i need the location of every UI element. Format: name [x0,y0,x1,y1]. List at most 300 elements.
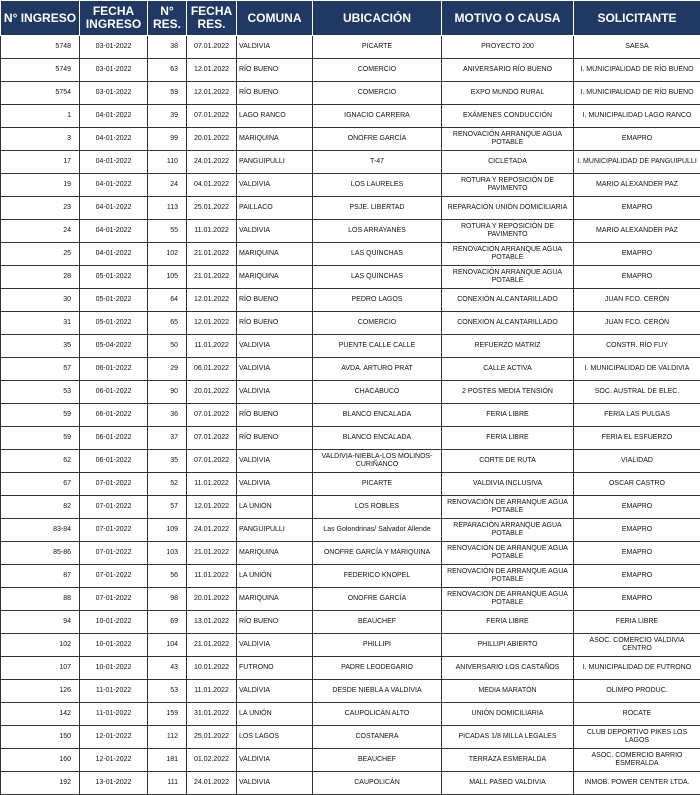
cell-fecha-res: 20.01.2022 [187,128,237,151]
cell-n-res: 69 [148,611,187,634]
cell-n-res: 53 [148,680,187,703]
table-row [1,358,700,381]
cell-solicitante: OSCAR CASTRO [574,473,700,496]
cell-comuna: VALDIVIA [237,174,313,197]
cell-fecha-res: 12.01.2022 [187,289,237,312]
cell-n-ingreso: 23 [1,197,80,220]
cell-solicitante: I. MUNICIPALIDAD LAGO RANCO [574,105,700,128]
cell-motivo: RENOVACIÓN DE ARRANQUE AGUA POTABLE [442,542,574,565]
cell-fecha-ingreso: 06-01-2022 [80,427,148,450]
cell-motivo: ROTURA Y REPOSICIÓN DE PAVIMENTO [442,220,574,243]
cell-n-ingreso: 62 [1,450,80,473]
cell-n-res: 64 [148,289,187,312]
cell-motivo: REPARACIÓN ARRANQUE AGUA POTABLE [442,519,574,542]
cell-ubicacion: BLANCO ENCALADA [313,404,442,427]
cell-fecha-res: 12.01.2022 [187,59,237,82]
cell-comuna: RÍO BUENO [237,611,313,634]
cell-n-res: 98 [148,588,187,611]
cell-fecha-ingreso: 07-01-2022 [80,473,148,496]
cell-n-res: 110 [148,151,187,174]
cell-fecha-res: 21.01.2022 [187,266,237,289]
cell-motivo: FERIA LIBRE [442,611,574,634]
table-row [1,703,700,726]
cell-solicitante: FERIA EL ESFUERZO [574,427,700,450]
cell-fecha-res: 20.01.2022 [187,381,237,404]
cell-fecha-res: 25.01.2022 [187,197,237,220]
cell-solicitante: ASOC. COMERCIO BARRIO ESMERALDA [574,749,700,772]
cell-fecha-res: 12.01.2022 [187,496,237,519]
cell-comuna: RÍO BUENO [237,289,313,312]
cell-ubicacion: PUENTE CALLE CALLE [313,335,442,358]
cell-ubicacion: LOS ARRAYANES [313,220,442,243]
cell-n-ingreso: 94 [1,611,80,634]
cell-n-ingreso: 107 [1,657,80,680]
cell-comuna: RÍO BUENO [237,59,313,82]
cell-ubicacion: COSTANERA [313,726,442,749]
cell-n-ingreso: 17 [1,151,80,174]
cell-n-ingreso: 85-86 [1,542,80,565]
cell-comuna: VALDIVIA [237,680,313,703]
cell-ubicacion: BEAUCHEF [313,611,442,634]
cell-solicitante: EMAPRO [574,588,700,611]
cell-solicitante: SAESA [574,36,700,59]
cell-fecha-ingreso: 03-01-2022 [80,36,148,59]
cell-n-ingreso: 25 [1,243,80,266]
cell-motivo: ANIVERSARIO RÍO BUENO [442,59,574,82]
cell-motivo: PICADAS 1/8 MILLA LEGALES [442,726,574,749]
cell-n-ingreso: 30 [1,289,80,312]
cell-solicitante: OLIMPO PRODUC. [574,680,700,703]
cell-motivo: CONEXIÓN ALCANTARILLADO [442,289,574,312]
cell-ubicacion: T-47 [313,151,442,174]
cell-ubicacion: COMERCIO [313,312,442,335]
cell-fecha-res: 12.01.2022 [187,82,237,105]
cell-fecha-res: 12.01.2022 [187,312,237,335]
table-row [1,496,700,519]
cell-n-ingreso: 87 [1,565,80,588]
cell-motivo: CORTE DE RUTA [442,450,574,473]
cell-fecha-ingreso: 06-01-2022 [80,404,148,427]
table-row [1,473,700,496]
table-row [1,59,700,82]
cell-n-ingreso: 24 [1,220,80,243]
cell-fecha-ingreso: 05-04-2022 [80,335,148,358]
cell-n-res: 99 [148,128,187,151]
cell-comuna: RÍO BUENO [237,404,313,427]
cell-n-ingreso: 150 [1,726,80,749]
cell-fecha-ingreso: 07-01-2022 [80,588,148,611]
cell-comuna: MARIQUINA [237,542,313,565]
cell-solicitante: EMAPRO [574,128,700,151]
cell-ubicacion: CAUPOLICÁN ALTO [313,703,442,726]
cell-fecha-res: 11.01.2022 [187,565,237,588]
header-ubicacion: UBICACIÓN [313,1,442,36]
cell-ubicacion: BLANCO ENCALADA [313,427,442,450]
header-fecha-ingreso: FECHA INGRESO [80,1,148,36]
cell-motivo: ANIVERSARIO LOS CASTAÑOS [442,657,574,680]
cell-fecha-res: 24.01.2022 [187,772,237,795]
cell-fecha-ingreso: 10-01-2022 [80,611,148,634]
cell-n-ingreso: 5748 [1,36,80,59]
cell-solicitante: CLUB DEPORTIVO PIKES LOS LAGOS [574,726,700,749]
cell-fecha-ingreso: 11-01-2022 [80,680,148,703]
cell-motivo: RENOVACIÓN ARRANQUE AGUA POTABLE [442,128,574,151]
cell-fecha-res: 11.01.2022 [187,335,237,358]
cell-n-ingreso: 35 [1,335,80,358]
table-row [1,312,700,335]
cell-solicitante: INMOB. POWER CENTER LTDA. [574,772,700,795]
cell-n-res: 39 [148,105,187,128]
cell-motivo: PHILLIPI ABIERTO [442,634,574,657]
cell-n-ingreso: 59 [1,404,80,427]
table-row [1,197,700,220]
cell-motivo: 2 POSTES MEDIA TENSIÓN [442,381,574,404]
cell-solicitante: I. MUNICIPALIDAD DE VALDIVIA [574,358,700,381]
cell-comuna: RÍO BUENO [237,82,313,105]
cell-comuna: LA UNIÓN [237,496,313,519]
cell-n-ingreso: 28 [1,266,80,289]
cell-solicitante: I. MUNICIPALIDAD DE PANGUIPULLI [574,151,700,174]
cell-comuna: VALDIVIA [237,36,313,59]
cell-fecha-ingreso: 05-01-2022 [80,312,148,335]
cell-motivo: FERIA LIBRE [442,427,574,450]
cell-ubicacion: LOS LAURELES [313,174,442,197]
cell-solicitante: JUAN FCO. CERÓN [574,289,700,312]
cell-fecha-res: 21.01.2022 [187,634,237,657]
cell-fecha-res: 21.01.2022 [187,542,237,565]
cell-fecha-ingreso: 13-01-2022 [80,772,148,795]
cell-fecha-ingreso: 07-01-2022 [80,496,148,519]
cell-fecha-ingreso: 07-01-2022 [80,542,148,565]
cell-ubicacion: LAS QUINCHAS [313,243,442,266]
cell-ubicacion: LOS ROBLES [313,496,442,519]
cell-fecha-res: 25.01.2022 [187,726,237,749]
cell-solicitante: VIALIDAD [574,450,700,473]
cell-ubicacion: ONOFRE GARCÍA [313,128,442,151]
cell-ubicacion: COMERCIO [313,82,442,105]
table-row [1,680,700,703]
table-row [1,404,700,427]
table-row [1,82,700,105]
cell-motivo: CALLE ACTIVA [442,358,574,381]
cell-solicitante: I. MUNICIPALIDAD DE FUTRONO [574,657,700,680]
cell-solicitante: I. MUNICIPALIDAD DE RÍO BUENO [574,59,700,82]
table-row [1,427,700,450]
cell-n-res: 24 [148,174,187,197]
table-row [1,266,700,289]
cell-n-ingreso: 5749 [1,59,80,82]
cell-solicitante: EMAPRO [574,565,700,588]
cell-comuna: VALDIVIA [237,749,313,772]
table-row [1,519,700,542]
cell-n-ingreso: 31 [1,312,80,335]
table-row [1,128,700,151]
cell-motivo: FERIA LIBRE [442,404,574,427]
cell-fecha-ingreso: 05-01-2022 [80,266,148,289]
cell-fecha-ingreso: 04-01-2022 [80,220,148,243]
cell-comuna: LA UNIÓN [237,703,313,726]
cell-comuna: VALDIVIA [237,381,313,404]
table-row [1,174,700,197]
cell-n-res: 181 [148,749,187,772]
cell-fecha-ingreso: 04-01-2022 [80,128,148,151]
cell-comuna: VALDIVIA [237,358,313,381]
cell-fecha-res: 07.01.2022 [187,427,237,450]
cell-solicitante: EMAPRO [574,519,700,542]
cell-motivo: CONEXIÓN ALCANTARILLADO [442,312,574,335]
cell-fecha-res: 31.01.2022 [187,703,237,726]
cell-fecha-ingreso: 04-01-2022 [80,243,148,266]
cell-n-res: 103 [148,542,187,565]
cell-ubicacion: PEDRO LAGOS [313,289,442,312]
cell-solicitante: SOC. AUSTRAL DE ELEC. [574,381,700,404]
cell-n-ingreso: 53 [1,381,80,404]
cell-n-ingreso: 3 [1,128,80,151]
cell-fecha-res: 07.01.2022 [187,404,237,427]
cell-comuna: VALDIVIA [237,450,313,473]
table-row [1,634,700,657]
cell-solicitante: CONSTR. RÍO FUY [574,335,700,358]
cell-fecha-ingreso: 07-01-2022 [80,519,148,542]
cell-fecha-res: 24.01.2022 [187,151,237,174]
cell-fecha-ingreso: 12-01-2022 [80,749,148,772]
cell-n-ingreso: 142 [1,703,80,726]
cell-solicitante: MARIO ALEXANDER PAZ [574,174,700,197]
cell-fecha-res: 01.02.2022 [187,749,237,772]
cell-ubicacion: CAUPOLICÁN [313,772,442,795]
cell-ubicacion: ONOFRE GARCÍA Y MARIQUINA [313,542,442,565]
cell-motivo: MALL PASEO VALDIVIA [442,772,574,795]
cell-n-res: 63 [148,59,187,82]
table-row [1,105,700,128]
table-row [1,542,700,565]
cell-n-res: 65 [148,312,187,335]
cell-n-ingreso: 19 [1,174,80,197]
cell-solicitante: FERIA LAS PULGAS [574,404,700,427]
cell-comuna: PANGUIPULLI [237,151,313,174]
cell-ubicacion: LAS QUINCHAS [313,266,442,289]
cell-motivo: EXÁMENES CONDUCCIÓN [442,105,574,128]
cell-solicitante: ASOC. COMERCIO VALDIVIA CENTRO [574,634,700,657]
cell-motivo: RENOVACIÓN DE ARRANQUE AGUA POTABLE [442,496,574,519]
table-row [1,749,700,772]
cell-fecha-res: 07.01.2022 [187,105,237,128]
cell-n-res: 90 [148,381,187,404]
cell-comuna: MARIQUINA [237,243,313,266]
cell-motivo: RENOVACIÓN ARRANQUE AGUA POTABLE [442,266,574,289]
cell-n-ingreso: 67 [1,473,80,496]
cell-motivo: VALDIVIA INCLUSIVA [442,473,574,496]
cell-n-res: 37 [148,427,187,450]
cell-fecha-res: 07.01.2022 [187,36,237,59]
cell-ubicacion: FEDERICO KNOPEL [313,565,442,588]
cell-solicitante: I. MUNICIPALIDAD DE RÍO BUENO [574,82,700,105]
cell-solicitante: MARIO ALEXANDER PAZ [574,220,700,243]
table-row [1,565,700,588]
cell-fecha-ingreso: 06-01-2022 [80,358,148,381]
cell-n-res: 50 [148,335,187,358]
cell-fecha-res: 07.01.2022 [187,450,237,473]
cell-ubicacion: PSJE. LIBERTAD [313,197,442,220]
cell-n-ingreso: 5754 [1,82,80,105]
cell-n-res: 52 [148,473,187,496]
header-n-res: N° RES. [148,1,187,36]
cell-ubicacion: PADRE LEODEGARIO [313,657,442,680]
cell-comuna: VALDIVIA [237,335,313,358]
table-row [1,243,700,266]
cell-n-res: 105 [148,266,187,289]
cell-solicitante: EMAPRO [574,266,700,289]
cell-fecha-ingreso: 10-01-2022 [80,634,148,657]
cell-comuna: VALDIVIA [237,772,313,795]
table-row [1,220,700,243]
cell-comuna: VALDIVIA [237,634,313,657]
cell-n-res: 113 [148,197,187,220]
cell-ubicacion: DESDE NIEBLA A VALDIVIA [313,680,442,703]
cell-fecha-res: 13.01.2022 [187,611,237,634]
cell-motivo: RENOVACIÓN ARRANQUE AGUA POTABLE [442,243,574,266]
cell-comuna: LA UNIÓN [237,565,313,588]
cell-n-res: 112 [148,726,187,749]
table-row [1,36,700,59]
cell-motivo: RENOVACIÓN DE ARRANQUE AGUA POTABLE [442,565,574,588]
cell-ubicacion: ONOFRE GARCÍA [313,588,442,611]
cell-comuna: RÍO BUENO [237,312,313,335]
table-row [1,772,700,795]
cell-comuna: LAGO RANCO [237,105,313,128]
cell-comuna: MARIQUINA [237,128,313,151]
cell-fecha-ingreso: 06-01-2022 [80,381,148,404]
cell-fecha-res: 06.01.2022 [187,358,237,381]
cell-fecha-ingreso: 04-01-2022 [80,151,148,174]
cell-n-res: 59 [148,82,187,105]
cell-ubicacion: COMERCIO [313,59,442,82]
cell-solicitante: EMAPRO [574,542,700,565]
cell-fecha-ingreso: 04-01-2022 [80,105,148,128]
cell-comuna: VALDIVIA [237,473,313,496]
cell-motivo: MEDIA MARATÓN [442,680,574,703]
cell-ubicacion: PICARTE [313,473,442,496]
table-row [1,381,700,404]
table-row [1,726,700,749]
cell-solicitante: EMAPRO [574,496,700,519]
cell-n-ingreso: 57 [1,358,80,381]
cell-fecha-res: 11.01.2022 [187,220,237,243]
cell-comuna: FUTRONO [237,657,313,680]
cell-solicitante: EMAPRO [574,197,700,220]
cell-comuna: LOS LAGOS [237,726,313,749]
cell-fecha-res: 21.01.2022 [187,243,237,266]
header-fecha-res: FECHA RES. [187,1,237,36]
cell-solicitante: FERIA LIBRE [574,611,700,634]
cell-ubicacion: IGNACIO CARRERA [313,105,442,128]
cell-n-res: 35 [148,450,187,473]
cell-n-res: 29 [148,358,187,381]
cell-comuna: PANGUIPULLI [237,519,313,542]
cell-n-res: 56 [148,565,187,588]
cell-n-res: 57 [148,496,187,519]
cell-ubicacion: Las Golondrinas/ Salvador Allende [313,519,442,542]
table-row [1,450,700,473]
cell-fecha-res: 11.01.2022 [187,680,237,703]
cell-ubicacion: PHILLIPI [313,634,442,657]
cell-solicitante: JUAN FCO. CERÓN [574,312,700,335]
cell-comuna: RÍO BUENO [237,427,313,450]
header-solicitante: SOLICITANTE [574,1,700,36]
cell-n-res: 102 [148,243,187,266]
cell-ubicacion: CHACABUCO [313,381,442,404]
cell-n-ingreso: 82 [1,496,80,519]
cell-comuna: PAILLACO [237,197,313,220]
header-motivo: MOTIVO O CAUSA [442,1,574,36]
cell-motivo: CICLETADA [442,151,574,174]
table-row [1,588,700,611]
cell-n-ingreso: 83-84 [1,519,80,542]
cell-n-res: 111 [148,772,187,795]
cell-motivo: TERRAZA ESMERALDA [442,749,574,772]
header-comuna: COMUNA [237,1,313,36]
cell-n-res: 109 [148,519,187,542]
cell-motivo: UNIÓN DOMICILIARIA [442,703,574,726]
cell-n-ingreso: 192 [1,772,80,795]
cell-n-res: 38 [148,36,187,59]
cell-n-ingreso: 88 [1,588,80,611]
cell-comuna: VALDIVIA [237,220,313,243]
cell-fecha-ingreso: 06-01-2022 [80,450,148,473]
header-n-ingreso: N° INGRESO [1,1,80,36]
cell-n-res: 104 [148,634,187,657]
cell-ubicacion: VALDIVIA-NIEBLA-LOS MOLINOS-CURIÑANCO [313,450,442,473]
cell-n-res: 43 [148,657,187,680]
cell-fecha-ingreso: 03-01-2022 [80,82,148,105]
cell-fecha-ingreso: 04-01-2022 [80,174,148,197]
cell-comuna: MARIQUINA [237,266,313,289]
cell-ubicacion: PICARTE [313,36,442,59]
cell-ubicacion: AVDA. ARTURO PRAT [313,358,442,381]
table-body [1,36,700,795]
cell-motivo: REFUERZO MATRIZ [442,335,574,358]
cell-solicitante: EMAPRO [574,243,700,266]
table-row [1,611,700,634]
cell-comuna: MARIQUINA [237,588,313,611]
cell-fecha-res: 10.01.2022 [187,657,237,680]
cell-n-res: 159 [148,703,187,726]
table-row [1,151,700,174]
cell-fecha-res: 11.01.2022 [187,473,237,496]
table-row [1,657,700,680]
cell-motivo: PROYECTO 200 [442,36,574,59]
cell-fecha-res: 24.01.2022 [187,519,237,542]
cell-fecha-ingreso: 12-01-2022 [80,726,148,749]
cell-fecha-ingreso: 03-01-2022 [80,59,148,82]
cell-n-ingreso: 160 [1,749,80,772]
cell-motivo: RENOVACIÓN DE ARRANQUE AGUA POTABLE [442,588,574,611]
cell-motivo: ROTURA Y REPOSICIÓN DE PAVIMENTO [442,174,574,197]
cell-fecha-ingreso: 10-01-2022 [80,657,148,680]
cell-n-ingreso: 1 [1,105,80,128]
cell-motivo: EXPO MUNDO RURAL [442,82,574,105]
cell-n-res: 36 [148,404,187,427]
cell-fecha-ingreso: 07-01-2022 [80,565,148,588]
cell-n-ingreso: 59 [1,427,80,450]
cell-n-ingreso: 126 [1,680,80,703]
cell-ubicacion: BEAUCHEF [313,749,442,772]
cell-n-res: 55 [148,220,187,243]
cell-fecha-ingreso: 05-01-2022 [80,289,148,312]
table-row [1,335,700,358]
cell-motivo: REPARACIÓN UNIÓN DOMICILIARIA [442,197,574,220]
cell-n-ingreso: 102 [1,634,80,657]
